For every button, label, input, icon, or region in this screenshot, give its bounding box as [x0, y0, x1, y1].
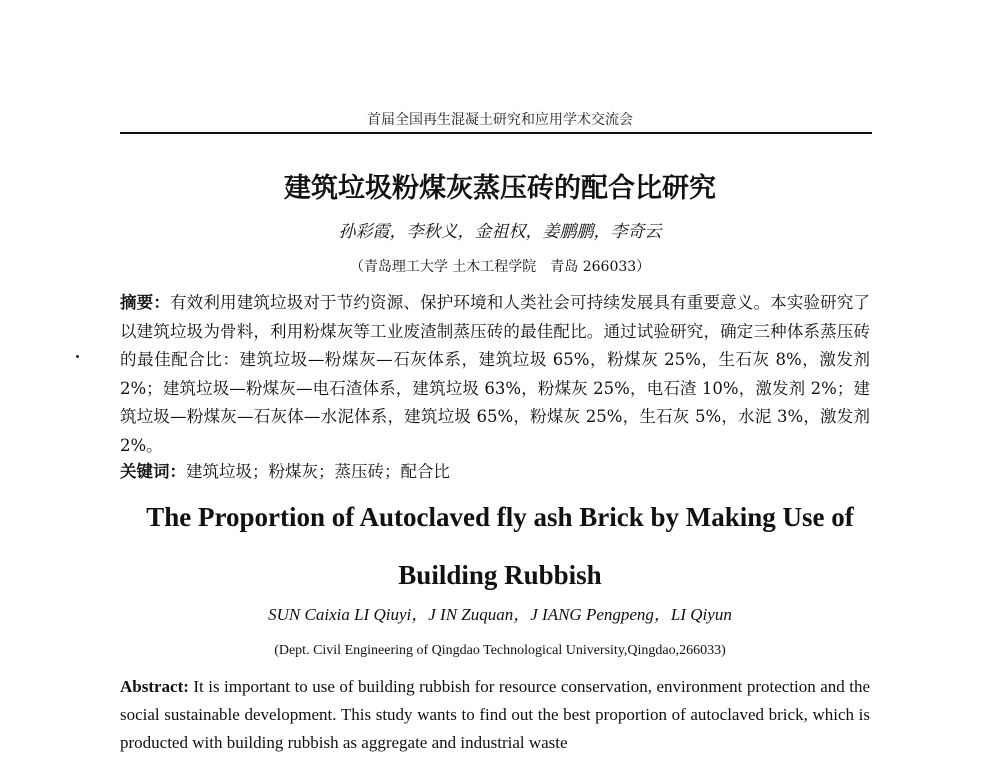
abstract-chinese-label: 摘要：: [120, 293, 171, 312]
authors-english: SUN Caixia LI Qiuyi，J IN Zuquan，J IANG Pengpeng，LI Qiyun: [268, 605, 732, 624]
authors-chinese: 孙彩霞，李秋义，金祖权，姜鹏鹏，李奇云: [338, 222, 662, 242]
margin-mark: [76, 355, 79, 358]
keywords-chinese-label: 关键词：: [120, 462, 186, 481]
affiliation-chinese: （青岛理工大学 土木工程学院 青岛 266033）: [349, 259, 651, 275]
abstract-chinese: [120, 289, 870, 460]
keywords-chinese: [120, 459, 870, 485]
title-chinese: 建筑垃圾粉煤灰蒸压砖的配合比研究: [284, 173, 716, 204]
abstract-chinese-text: 有效利用建筑垃圾对于节约资源、保护环境和人类社会可持续发展具有重要意义。本实验研究了以建筑垃圾为骨料，利用粉煤灰等工业废渣制蒸压砖的最佳配比。通过试验研究，确定三种体系蒸压砖的最佳配合比：建筑垃圾—粉煤灰—石灰体系，建筑垃圾 65%，粉煤灰 25%，生石灰 8%，激发剂 2%；建筑垃圾—粉煤灰—电石渣体系，建筑垃圾 63%，粉煤灰 25%，电石渣 10%，激发剂 2%；建筑垃圾—粉煤灰—石灰体—水泥体系，建筑垃圾 65%，粉煤灰 25%，生石灰 5%，水泥 3%，激发剂 2%。: [120, 293, 871, 455]
abstract-english: [120, 673, 870, 757]
abstract-english-label: Abstract:: [120, 677, 189, 696]
title-english-line1: The Proportion of Autoclaved fly ash Brick by Making Use of: [146, 502, 854, 532]
running-header: 首届全国再生混凝土研究和应用学术交流会: [367, 112, 633, 128]
affiliation-english: (Dept. Civil Engineering of Qingdao Technological University,Qingdao,266033): [274, 643, 726, 658]
keywords-chinese-text: 建筑垃圾；粉煤灰；蒸压砖；配合比: [186, 462, 450, 481]
title-english-line2: Building Rubbish: [398, 560, 602, 590]
header-rule: [120, 132, 872, 134]
abstract-english-text: It is important to use of building rubbish for resource conservation, environment protection and the social sustainable development. This study wants to find out the best proportion of autoclaved brick, which is producted with building rubbish as aggregate and industrial waste: [120, 677, 871, 752]
